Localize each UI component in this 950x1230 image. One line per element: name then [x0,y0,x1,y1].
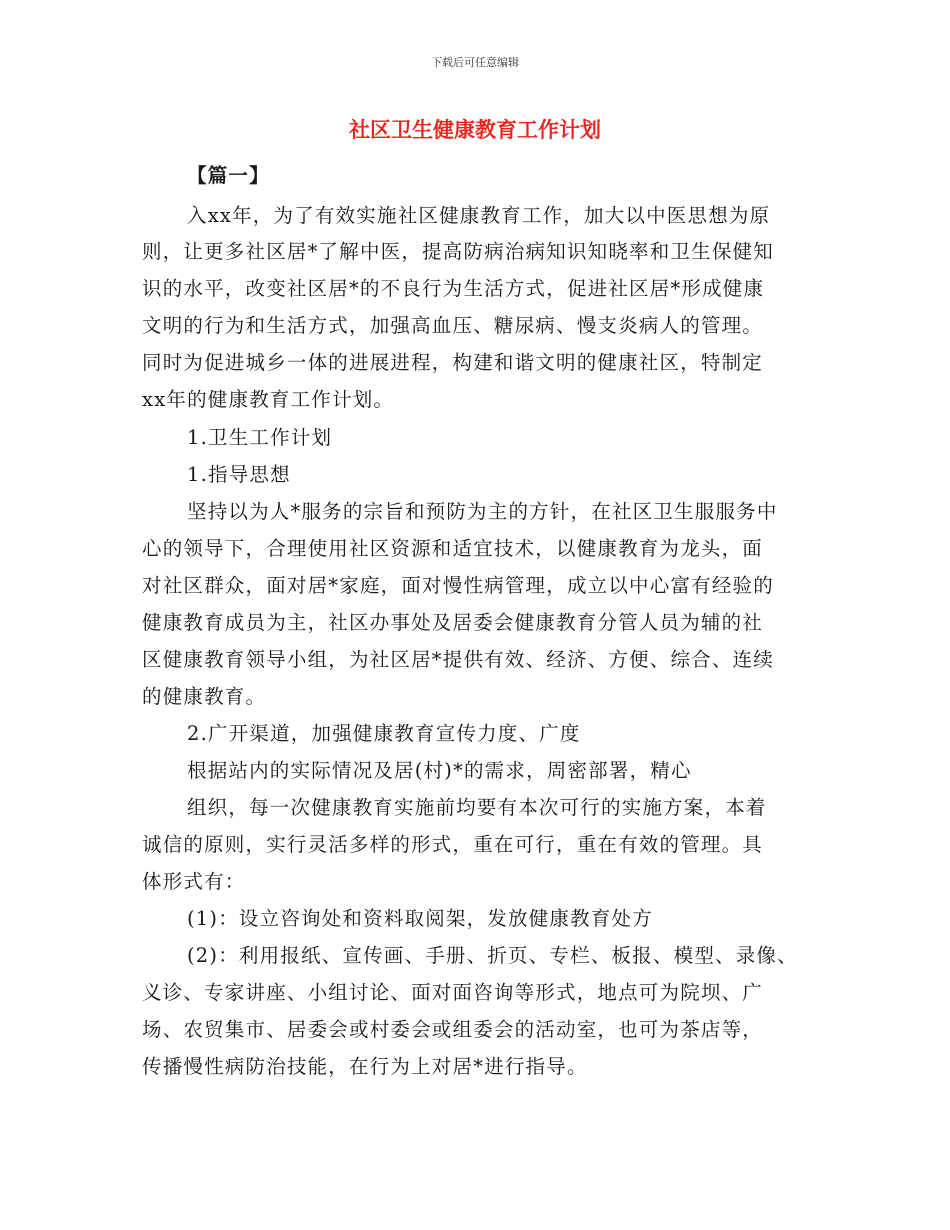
paragraph-line: 健康教育成员为主，社区办事处及居委会健康教育分管人员为辅的社 [142,611,764,634]
section-heading: 【篇一】 [187,164,270,187]
paragraph-line: 场、农贸集市、居委会或村委会或组委会的活动室，也可为茶店等， [142,1018,764,1041]
paragraph-line: 则，让更多社区居*了解中医，提高防病治病知识知晓率和卫生保健知 [142,240,774,263]
paragraph-line: 诚信的原则，实行灵活多样的形式，重在可行，重在有效的管理。具 [142,833,764,856]
paragraph-line: 体形式有： [142,870,246,893]
list-item: (1)：设立咨询处和资料取阅架，发放健康教育处方 [187,907,653,930]
paragraph-line: 同时为促进城乡一体的进展进程，构建和谐文明的健康社区，特制定 [142,351,764,374]
paragraph-line: 传播慢性病防治技能，在行为上对居*进行指导。 [142,1055,588,1078]
subheading-line: 1.卫生工作计划 [187,426,333,449]
paragraph-line: 心的领导下，合理使用社区资源和适宜技术，以健康教育为龙头，面 [142,537,764,560]
paragraph-line: 的健康教育。 [142,685,267,708]
list-item: (2)：利用报纸、宣传画、手册、折页、专栏、板报、模型、录像、 [187,944,798,967]
paragraph-line: 组织，每一次健康教育实施前均要有本次可行的实施方案，本着 [187,796,767,819]
subheading-line: 2.广开渠道，加强健康教育宣传力度、广度 [187,722,581,745]
paragraph-line: 根据站内的实际情况及居(村)*的需求，周密部署，精心 [187,759,692,782]
page-header: 下载后可任意编辑 [431,56,519,69]
paragraph-line: 对社区群众，面对居*家庭，面对慢性病管理，成立以中心富有经验的 [142,574,774,597]
paragraph-line: 识的水平，改变社区居*的不良行为生活方式，促进社区居*形成健康 [142,277,765,300]
document-title: 社区卫生健康教育工作计划 [349,118,601,142]
paragraph-line: 文明的行为和生活方式，加强高血压、糖尿病、慢支炎病人的管理。 [142,314,764,337]
paragraph-line: 义诊、专家讲座、小组讨论、面对面咨询等形式，地点可为院坝、广 [142,981,764,1004]
paragraph-line: 入xx年，为了有效实施社区健康教育工作，加大以中医思想为原 [187,204,771,227]
paragraph-line: 坚持以为人*服务的宗旨和预防为主的方针，在社区卫生服服务中 [187,500,778,523]
subheading-line: 1.指导思想 [187,463,291,486]
paragraph-line: xx年的健康教育工作计划。 [142,388,395,411]
paragraph-line: 区健康教育领导小组，为社区居*提供有效、经济、方便、综合、连续 [142,648,774,671]
